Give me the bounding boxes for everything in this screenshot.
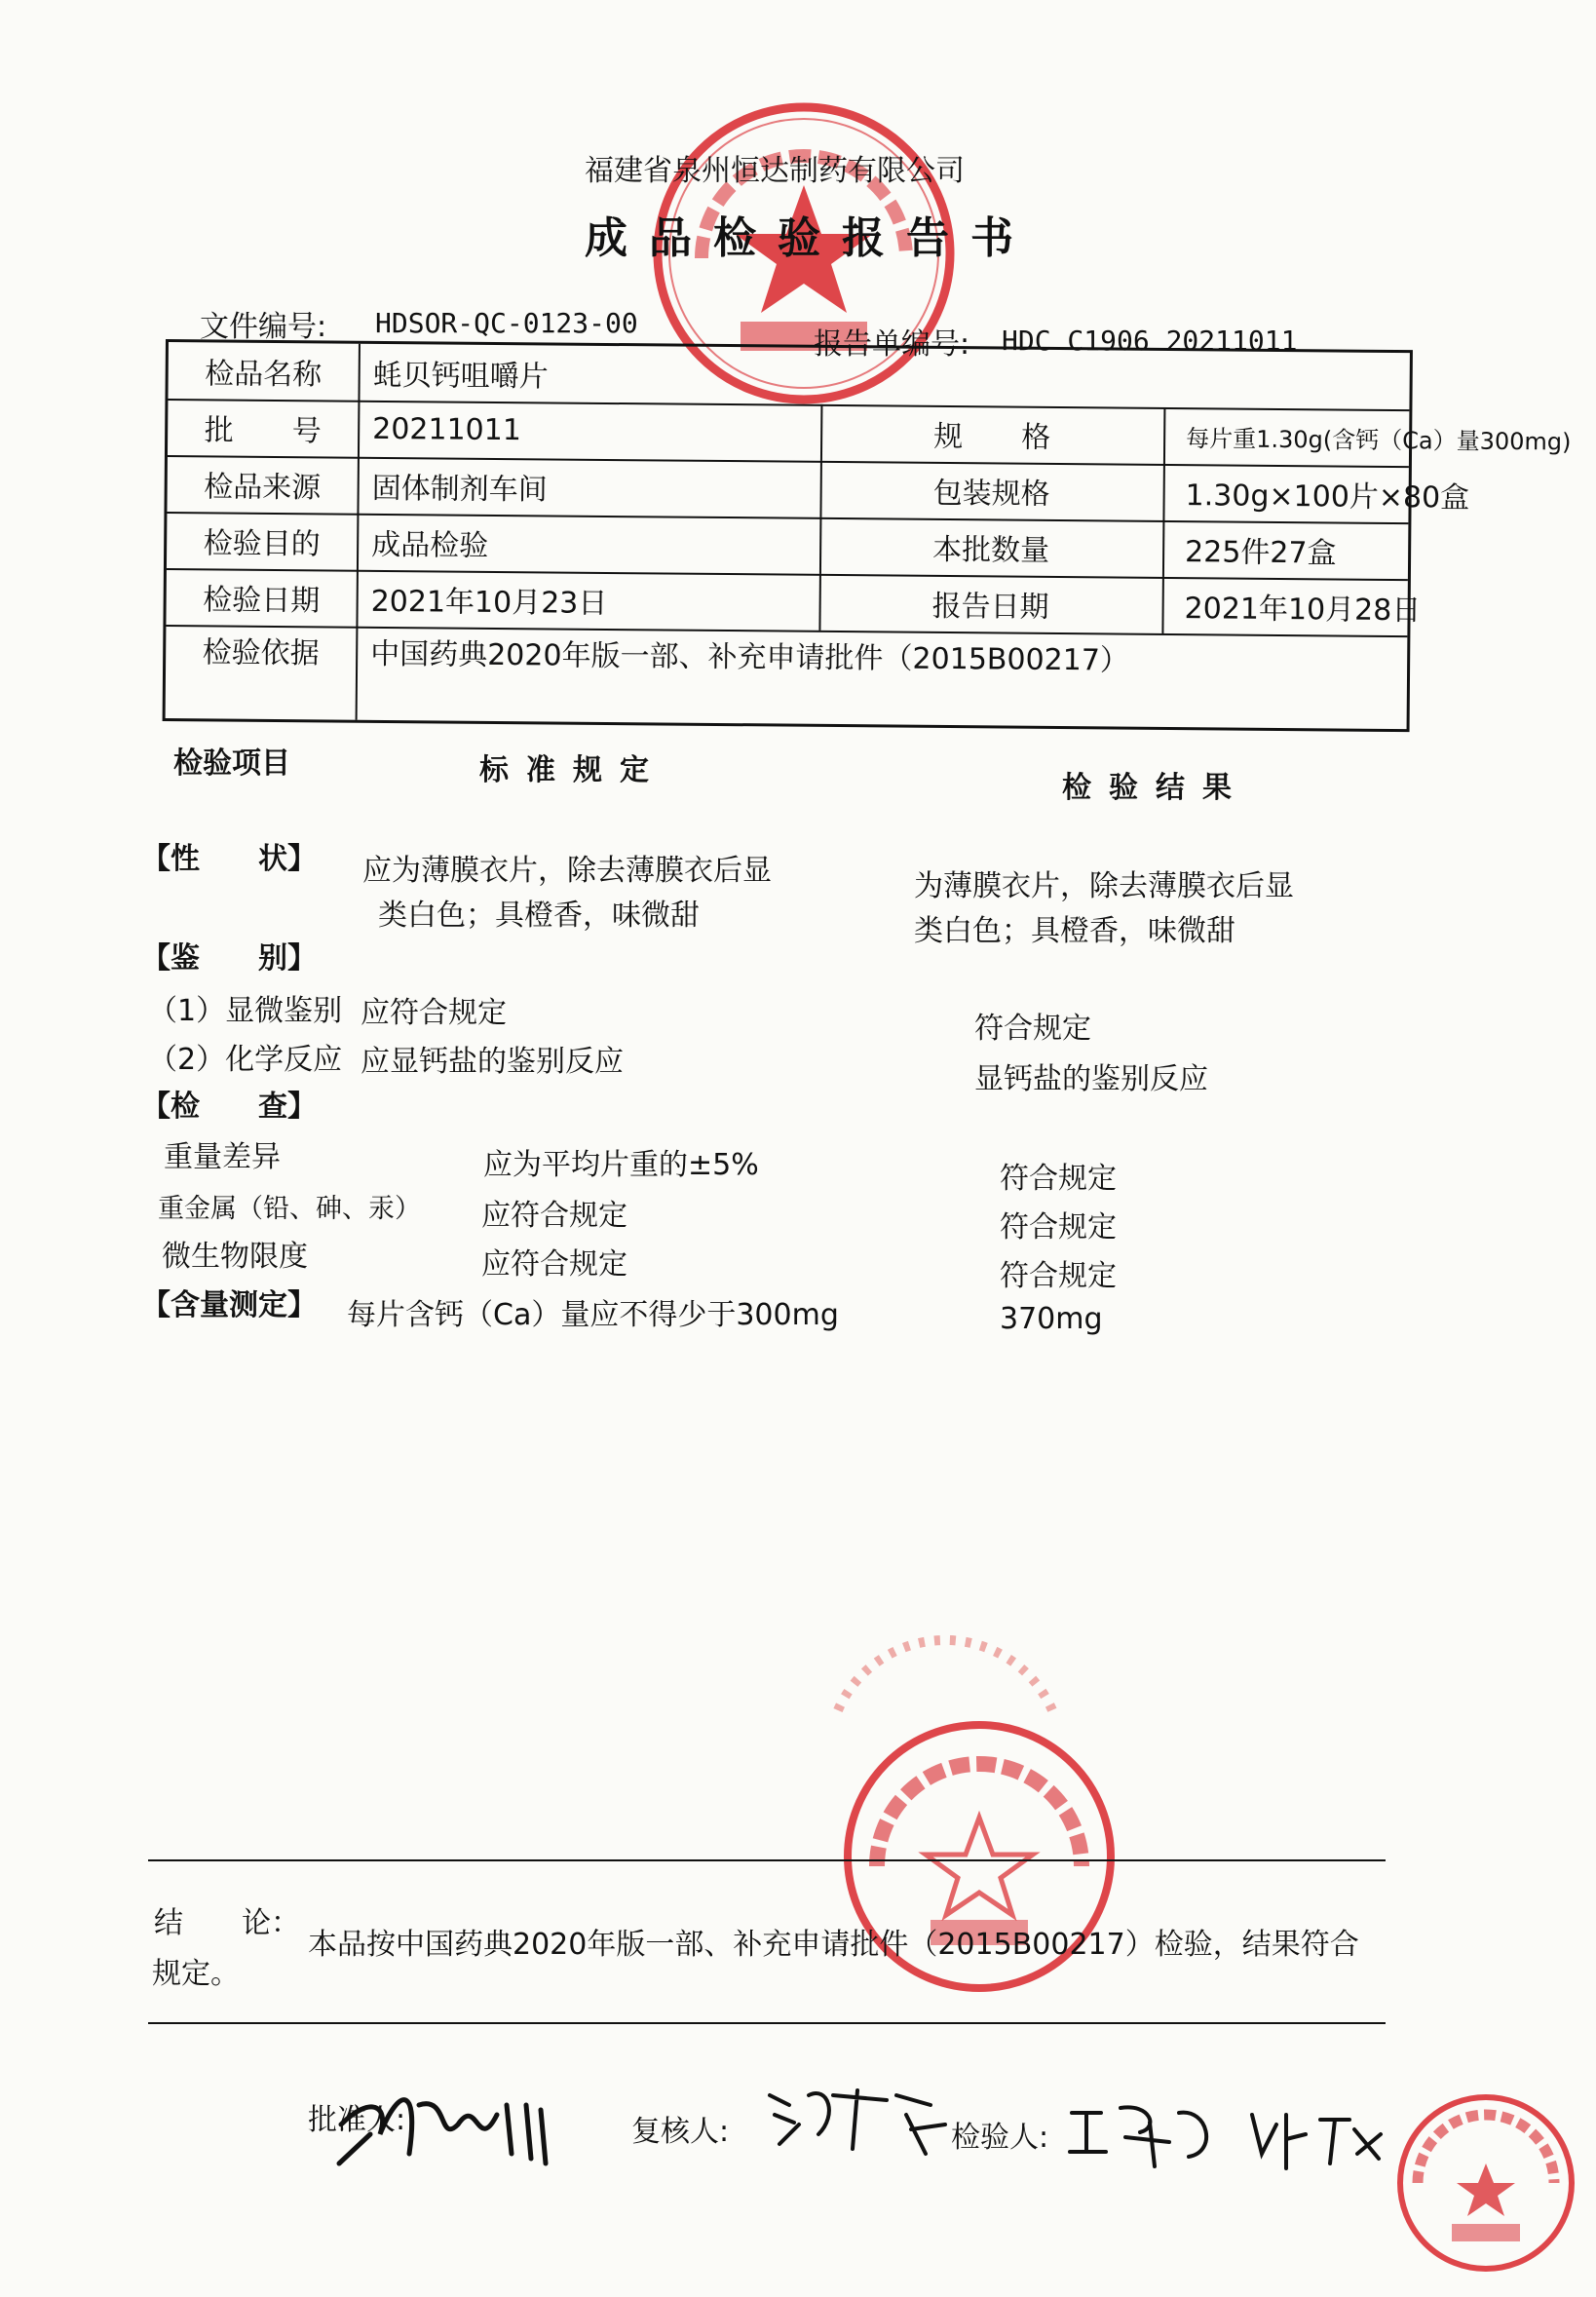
appearance-standard-line-2: 类白色；具橙香，味微甜: [378, 899, 700, 933]
conclusion-bottom-divider: [148, 2022, 1386, 2024]
report-number-value: HDC C1906 20211011: [1002, 325, 1298, 357]
chemical-reaction-standard: 应显钙盐的鉴别反应: [361, 1045, 624, 1079]
inspector-signature-1: [1062, 2093, 1228, 2171]
doc-number-value: HDSOR-QC-0123-00: [375, 307, 638, 339]
product-name-value: 蚝贝钙咀嚼片: [372, 358, 549, 395]
microbial-limit-standard: 应符合规定: [481, 1247, 627, 1282]
assay-section-label: 【含量测定】: [141, 1288, 317, 1322]
inspection-seal-stamp-small: [1388, 2086, 1583, 2280]
column-result-header: 检验结果: [1062, 771, 1249, 805]
table-row: [166, 625, 1408, 729]
package-label: 包装规格: [932, 476, 1050, 512]
batch-value: 20211011: [372, 411, 522, 447]
report-date-value: 2021年10月28日: [1184, 592, 1422, 629]
reviewer-label: 复核人:: [631, 2115, 730, 2149]
product-name-label: 检品名称: [205, 357, 323, 393]
inspector-label: 检验人:: [951, 2121, 1049, 2155]
chemical-reaction-label: （2）化学反应: [148, 1043, 343, 1077]
package-value: 1.30g×100片×80盒: [1185, 479, 1470, 516]
appearance-result-line-2: 类白色；具橙香，味微甜: [914, 914, 1235, 948]
page-title: 成品检验报告书: [585, 213, 1035, 263]
test-date-label: 检验日期: [203, 583, 321, 619]
heavy-metals-result: 符合规定: [1000, 1210, 1117, 1244]
source-value: 固体制剂车间: [371, 471, 548, 508]
conclusion-top-divider: [148, 1859, 1386, 1861]
approver-signature: [331, 2066, 624, 2183]
source-label: 检品来源: [204, 470, 322, 506]
appearance-result-line-1: 为薄膜衣片，除去薄膜衣后显: [914, 869, 1294, 903]
appearance-standard-line-1: 应为薄膜衣片，除去薄膜衣后显: [362, 854, 772, 888]
weight-variation-standard: 应为平均片重的±5%: [483, 1148, 759, 1182]
purpose-value: 成品检验: [371, 527, 489, 563]
basis-value: 中国药典2020年版一部、补充申请批件（2015B00217）: [370, 636, 1130, 678]
spec-value: 每片重1.30g(含钙（Ca）量300mg): [1186, 424, 1572, 456]
company-name: 福建省泉州恒达制药有限公司: [585, 154, 965, 188]
conclusion-text-line-2: 规定。: [152, 1957, 240, 1991]
check-section-label: 【检 查】: [141, 1090, 317, 1124]
assay-result: 370mg: [1000, 1302, 1103, 1336]
microscopic-id-standard: 应符合规定: [361, 996, 507, 1030]
spec-label: 规 格: [933, 419, 1051, 455]
microscopic-id-label: （1）显微鉴别: [148, 994, 343, 1028]
conclusion-text-line-1: 本品按中国药典2020年版一部、补充申请批件（2015B00217）检验，结果符合: [308, 1928, 1359, 1962]
heavy-metals-label: 重金属（铅、砷、汞）: [158, 1194, 421, 1224]
purpose-label: 检验目的: [203, 526, 321, 562]
inspector-signature-2: [1242, 2100, 1388, 2178]
weight-variation-label: 重量差异: [164, 1140, 281, 1174]
report-date-label: 报告日期: [931, 589, 1049, 625]
microbial-limit-label: 微生物限度: [162, 1240, 308, 1274]
quantity-label: 本批数量: [931, 532, 1050, 568]
assay-standard: 每片含钙（Ca）量应不得少于300mg: [347, 1298, 839, 1332]
microbial-limit-result: 符合规定: [1000, 1259, 1117, 1293]
appearance-section-label: 【性 状】: [141, 842, 317, 876]
product-info-table: [163, 339, 1572, 732]
chemical-reaction-result: 显钙盐的鉴别反应: [974, 1062, 1208, 1096]
approver-label: 批准人:: [308, 2103, 406, 2137]
basis-label: 检验依据: [202, 635, 320, 671]
conclusion-label: 结 论：: [154, 1906, 300, 1940]
reviewer-signature: [760, 2076, 955, 2163]
weight-variation-result: 符合规定: [1000, 1162, 1117, 1196]
identification-section-label: 【鉴 别】: [141, 941, 317, 976]
microscopic-id-result: 符合规定: [974, 1012, 1091, 1046]
doc-number-label: 文件编号:: [200, 310, 327, 344]
report-number-label: 报告单编号:: [814, 327, 970, 362]
column-standard-header: 标准规定: [479, 753, 666, 787]
faint-seal-impression: [818, 1603, 1072, 1720]
test-date-value: 2021年10月23日: [370, 584, 608, 621]
heavy-metals-standard: 应符合规定: [481, 1199, 627, 1233]
quantity-value: 225件27盒: [1184, 535, 1337, 571]
batch-label: 批 号: [204, 413, 322, 449]
column-item-header: 检验项目: [173, 747, 290, 781]
